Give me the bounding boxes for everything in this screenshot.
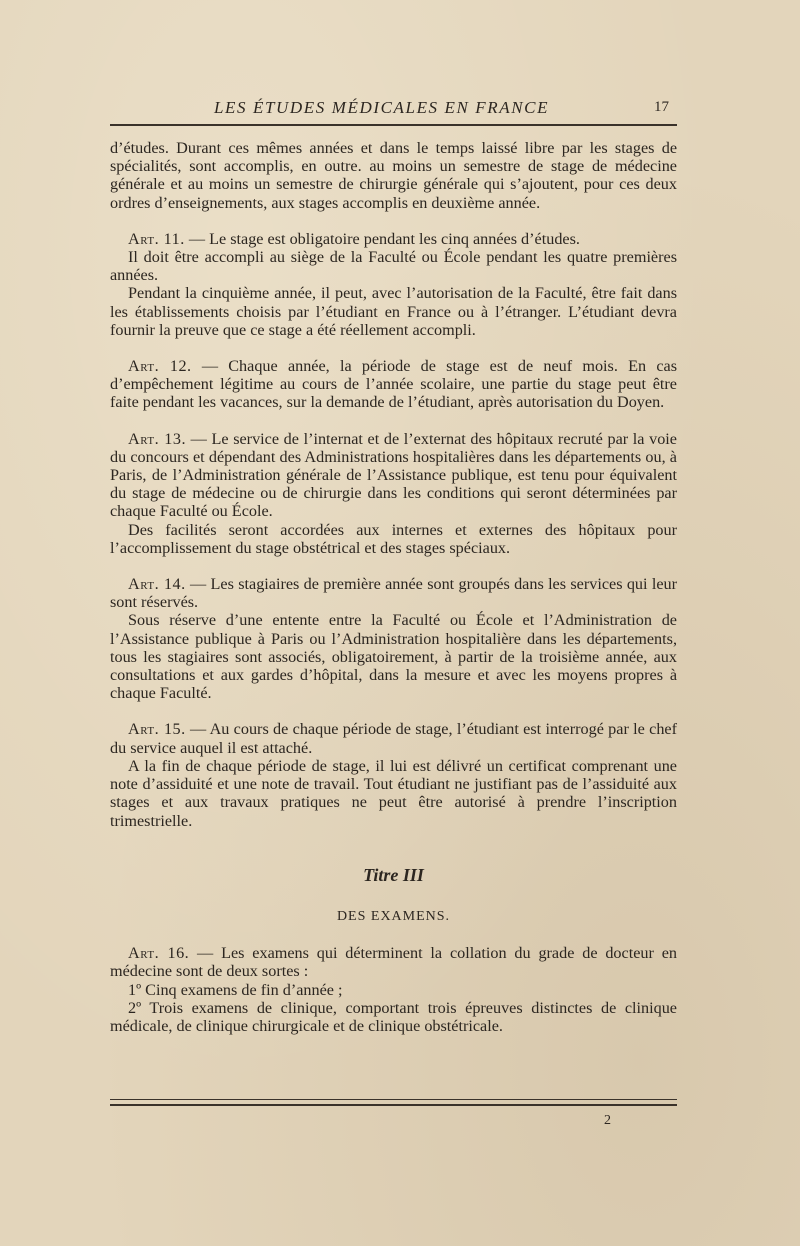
article-14 [110,575,677,611]
article-11-paragraph-3: Pendant la cinquième année, il peut, avec l’autorisation de la Faculté, être fait dans les établissements choisis par l’étudiant en France ou à l’étranger. L’étudiant devra fournir la preuve que ce stage a été réellement accompli. [110,284,677,339]
article-16-label: Art. 16. [128,944,190,963]
article-12-text: — Chaque année, la période de stage est de neuf mois. En cas d’empêchement légitime au cours de l’année scolaire, une partie du stage peut être faite pendant les vacances, sur la demande de l’étudiant, après autorisation du Doyen. [110,357,677,412]
article-16-item-2: 2º Trois examens de clinique, comportant trois épreuves distinctes de clinique médicale, de clinique chirurgicale et de clinique obstétricale. [110,998,677,1035]
running-head [110,96,677,120]
article-12 [110,357,677,412]
footer-rule-thick [110,1104,677,1106]
article-13-label: Art. 13. [128,429,187,448]
article-15-text: — Au cours de chaque période de stage, l’étudiant est interrogé par le chef du service auquel il est attaché. [110,720,677,757]
article-15-paragraph-2: A la fin de chaque période de stage, il lui est délivré un certificat comprenant une note d’assiduité et une note de travail. Tout étudiant ne justifiant pas de l’assiduité aux stages et aux travaux pratiques ne peut être autorisé à prendre l’inscription trimestrielle. [110,756,677,830]
body-text [110,139,677,1035]
article-13-paragraph-2: Des facilités seront accordées aux internes et externes des hôpitaux pour l’accomplissement du stage obstétrical et des stages spéciaux. [110,520,677,557]
section-title: Titre III [363,864,424,885]
article-16-text: — Les examens qui déterminent la collation du grade de docteur en médecine sont de deux sortes : [110,944,677,981]
article-16 [110,944,677,980]
article-11 [110,230,677,248]
page-number: 17 [654,99,669,115]
article-14-text: — Les stagiaires de première année sont groupés dans les services qui leur sont réservés. [110,575,677,612]
signature-mark: 2 [604,1113,611,1128]
article-13-text: — Le service de l’internat et de l’externat des hôpitaux recruté par la voie du concours et dépendant des Administrations hospitalières dans les départements ou, à Paris, de l’Administration générale de l’Assistance publique, est tenu pour équivalent du stage de médecine ou de chirurgie dans les conditions qui seront déterminées par chaque Faculté ou École. [110,429,677,521]
article-11-label: Art. 11. [128,229,185,248]
running-title: LES ÉTUDES MÉDICALES EN FRANCE [214,98,550,117]
article-16-item-1: 1º Cinq examens de fin d’année ; [128,980,343,999]
article-14-label: Art. 14. [128,575,186,594]
header-rule [110,124,677,126]
article-14-paragraph-2: Sous réserve d’une entente entre la Faculté ou École et l’Administration de l’Assistance publique à Paris ou l’Administration hospitalière dans les départements, tous les stagiaires sont associés, obligatoirement, à partir de la troisième année, aux consultations et aux gardes d’hôpital, dans la mesure et avec les moyens propres à chaque Faculté. [110,611,677,703]
paragraph-continued: d’études. Durant ces mêmes années et dans le temps laissé libre par les stages de spécialités, sont accomplis, en outre. au moins un semestre de stage de médecine générale et au moins un semestre de chirurgie générale qui s’ajoutent, pour ces deux ordres d’enseignements, aux stages accomplis en deuxième année. [110,139,677,212]
article-15-label: Art. 15. [128,720,186,739]
article-12-label: Art. 12. [128,357,192,376]
article-13 [110,430,677,521]
article-11-text: — Le stage est obligatoire pendant les cinq années d’études. [184,229,580,248]
article-15 [110,720,677,756]
section-heading: DES EXAMENS. [336,908,451,924]
article-11-paragraph-2: Il doit être accompli au siège de la Faculté ou École pendant les quatre premières années. [110,248,677,285]
footer-rule-thin [110,1099,677,1100]
